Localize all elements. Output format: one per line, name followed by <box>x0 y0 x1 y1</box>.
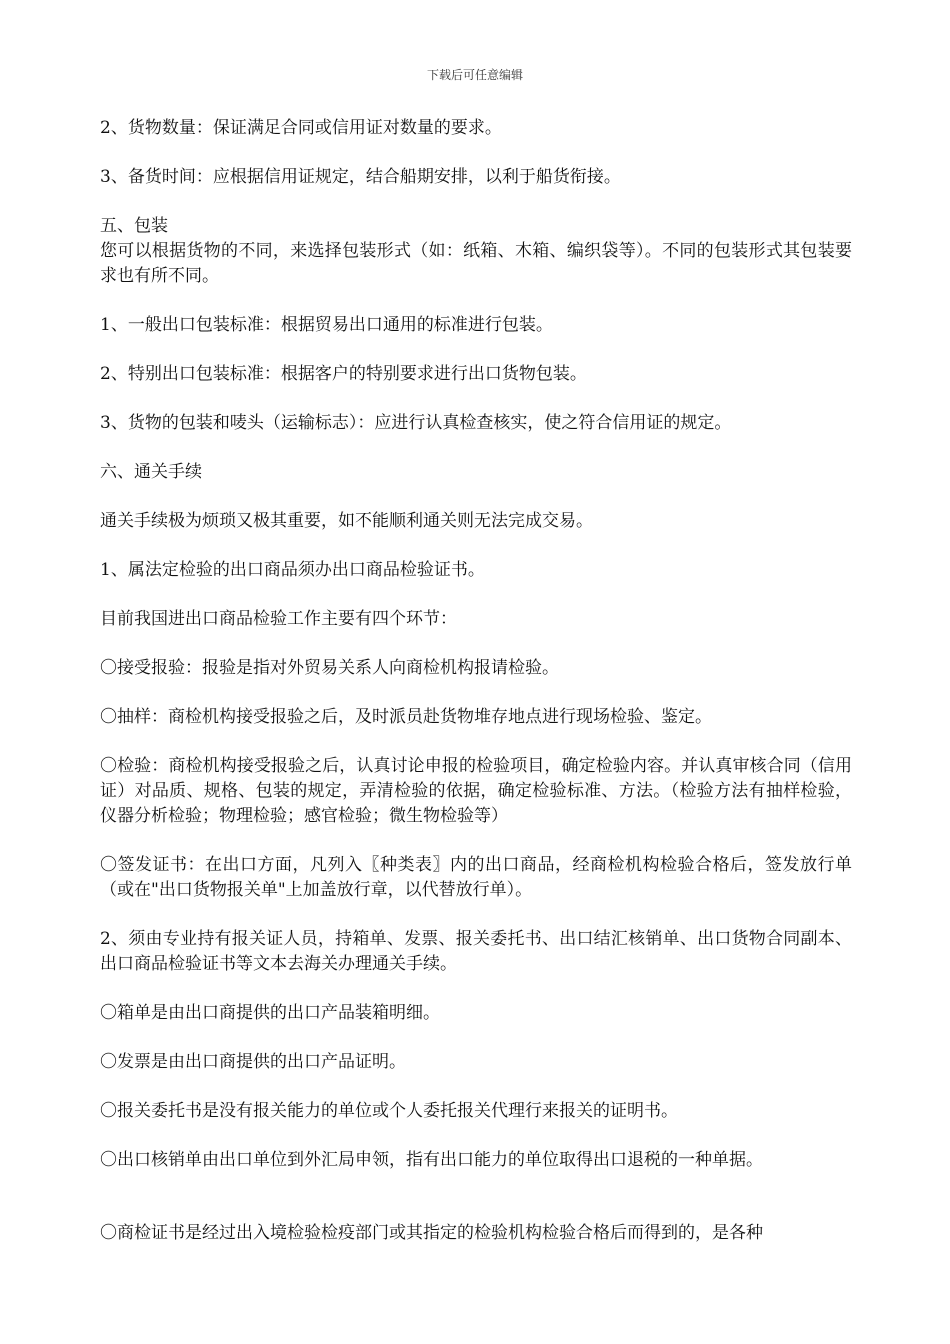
paragraph: 2、货物数量：保证满足合同或信用证对数量的要求。 <box>100 118 502 138</box>
list-item: 〇发票是由出口商提供的出口产品证明。 <box>100 1052 406 1072</box>
paragraph: 您可以根据货物的不同，来选择包装形式（如：纸箱、木箱、编织袋等）。不同的包装形式其包装要求也有所不同。 <box>100 241 852 286</box>
list-item: 〇商检证书是经过出入境检验检疫部门或其指定的检验机构检验合格后而得到的，是各种 <box>100 1223 763 1243</box>
paragraph: 目前我国进出口商品检验工作主要有四个环节： <box>100 609 457 629</box>
list-item: 〇接受报验：报验是指对外贸易关系人向商检机构报请检验。 <box>100 658 559 678</box>
page-header: 下载后可任意编辑 <box>426 68 523 82</box>
paragraph: 2、须由专业持有报关证人员，持箱单、发票、报关委托书、出口结汇核销单、出口货物合同副本、出口商品检验证书等文本去海关办理通关手续。 <box>100 929 852 974</box>
section-heading: 六、通关手续 <box>100 462 202 482</box>
list-item: 〇抽样：商检机构接受报验之后，及时派员赴货物堆存地点进行现场检验、鉴定。 <box>100 707 712 727</box>
paragraph: 3、备货时间：应根据信用证规定，结合船期安排，以利于船货衔接。 <box>100 167 621 187</box>
list-item: 〇签发证书：在出口方面，凡列入〖种类表〗内的出口商品，经商检机构检验合格后，签发放行单（或在"出口货物报关单"上加盖放行章，以代替放行单）。 <box>100 855 852 900</box>
paragraph: 3、货物的包装和唛头（运输标志）：应进行认真检查核实，使之符合信用证的规定。 <box>100 413 732 433</box>
list-item: 〇箱单是由出口商提供的出口产品装箱明细。 <box>100 1003 440 1023</box>
paragraph: 通关手续极为烦琐又极其重要，如不能顺利通关则无法完成交易。 <box>100 511 593 531</box>
document-body <box>100 116 852 1246</box>
section-heading: 五、包装 <box>100 216 168 236</box>
list-item: 〇出口核销单由出口单位到外汇局申领，指有出口能力的单位取得出口退税的一种单据。 <box>100 1150 763 1170</box>
list-item: 〇报关委托书是没有报关能力的单位或个人委托报关代理行来报关的证明书。 <box>100 1101 678 1121</box>
paragraph: 1、一般出口包装标准：根据贸易出口通用的标准进行包装。 <box>100 315 553 335</box>
paragraph: 2、特别出口包装标准：根据客户的特别要求进行出口货物包装。 <box>100 364 587 384</box>
paragraph: 1、属法定检验的出口商品须办出口商品检验证书。 <box>100 560 485 580</box>
list-item: 〇检验：商检机构接受报验之后，认真讨论申报的检验项目，确定检验内容。并认真审核合同（信用证）对品质、规格、包装的规定，弄清检验的依据，确定检验标准、方法。（检验方法有抽样检验，仪器分析检验；物理检验；感官检验；微生物检验等） <box>100 756 852 826</box>
